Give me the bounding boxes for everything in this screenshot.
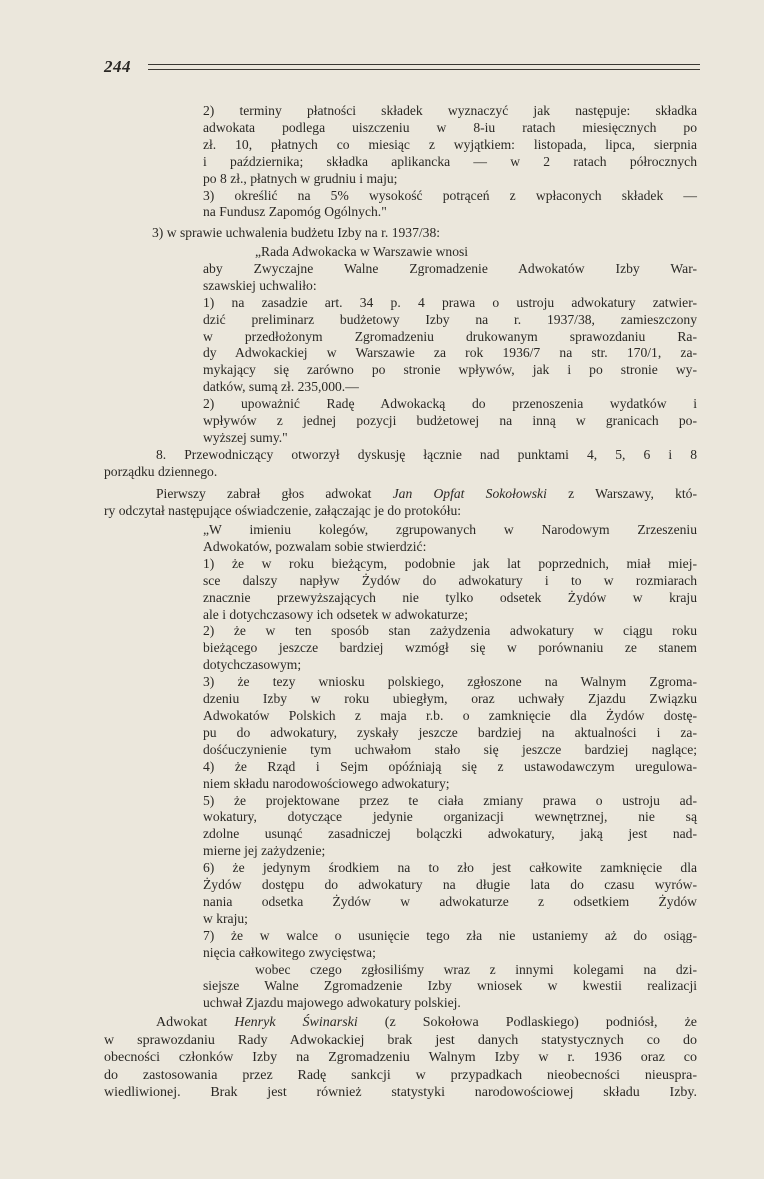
budget-motion-block: [203, 244, 697, 447]
text-line: na Fundusz Zapomóg Ogólnych.": [203, 204, 387, 220]
text-line: 3) że tezy wniosku polskiego, zgłoszone na Walnym Zgroma-: [203, 674, 697, 690]
header-rule-bottom: [148, 69, 700, 70]
text-line: aby Zwyczajne Walne Zgromadzenie Adwokatów Izby War-: [203, 260, 697, 276]
text-line: 2) terminy płatności składek wyznaczyć jak następuje: składka: [203, 103, 697, 118]
text-span: Adwokat: [156, 1015, 235, 1030]
text-line: 8. Przewodniczący otworzył dyskusję łącznie nad punktami 4, 5, 6 i 8: [156, 447, 697, 462]
speaker-name: Henryk Świnarski: [234, 1015, 358, 1030]
text-line: 1) że w roku bieżącym, podobnie jak lat poprzednich, miał miej-: [203, 555, 697, 571]
text-line: bieżącego jeszcze bardziej wzmógł się w porównaniu ze stanem: [203, 640, 697, 656]
text-line: adwokata podlega uiszczeniu w 8-iu ratach miesięcznych po: [203, 119, 697, 135]
text-line: zdolne usunąć zasadniczej bolączki adwokatury, jaką jest nad-: [203, 826, 697, 842]
text-line: 1) na zasadzie art. 34 p. 4 prawa o ustroju adwokatury zatwier-: [203, 294, 697, 310]
text-line: 7) że w walce o usunięcie tego zła nie ustaniemy aż do osiąg-: [203, 927, 697, 943]
text-line: po 8 zł., płatnych w grudniu i maju;: [203, 170, 398, 186]
text-line: dzeniu Izby w roku ubiegłym, oraz uchwały Zjazdu Związku: [203, 691, 697, 707]
text-line: wpływów z jednej pozycji budżetowej na inną w granicach po-: [203, 413, 697, 429]
text-span: (z Sokołowa Podlaskiego) podniósł, że: [357, 1015, 697, 1030]
point-8-block: [104, 447, 697, 481]
text-line: obecności członków Izby na Zgromadzeniu Walnym Izby w r. 1936 oraz co: [104, 1050, 697, 1066]
header-rule-top: [148, 64, 700, 65]
text-line: 3) określić na 5% wysokość potrąceń z wpłaconych składek —: [203, 187, 697, 203]
text-line: 6) że jedynym środkiem na to zło jest całkowite zamknięcie dla: [203, 860, 697, 876]
text-line: 2) upoważnić Radę Adwokacką do przenoszenia wydatków i: [203, 396, 697, 412]
text-line: niem składu narodowościowego adwokatury;: [203, 775, 450, 791]
text-line: dośćuczynienie tym uchwałom stało się jeszcze bardziej naglące;: [203, 741, 697, 757]
text-line: 5) że projektowane przez te ciała zmiany prawa o ustroju ad-: [203, 792, 697, 808]
text-line: siejsze Walne Zgromadzenie Izby wniosek w kwestii realizacji: [203, 978, 697, 994]
text-line: uchwał Zjazdu majowego adwokatury polskiej.: [203, 995, 461, 1011]
text-line: szawskiej uchwaliło:: [203, 277, 317, 293]
text-line: zł. 10, płatnych co miesiąc z wyjątkiem: listopada, lipca, sierpnia: [203, 136, 697, 152]
text-line: Adwokatów Polskich z maja r.b. o zamknięcie dla Żydów dostę-: [203, 707, 697, 723]
text-line: 3) w sprawie uchwalenia budżetu Izby na r. 1937/38:: [152, 225, 441, 240]
speaker-name: Jan Opfat Sokołowski: [392, 486, 547, 501]
text-span: Pierwszy zabrał głos adwokat: [156, 486, 393, 501]
text-line: sce dalszy napływ Żydów do adwokatury i to w rozmiarach: [203, 572, 697, 588]
text-line: dzić preliminarz budżetowy Izby na r. 1937/38, zamieszczony: [203, 311, 697, 327]
text-line: mykający się zarówno po stronie wpływów, jak i po stronie wy-: [203, 362, 697, 378]
text-line: „Rada Adwokacka w Warszawie wnosi: [255, 244, 469, 259]
text-line: wyższej sumy.": [203, 429, 288, 445]
statement-block: [203, 522, 697, 1012]
second-speaker-block: [104, 1014, 697, 1102]
text-line: w przedłożonym Zgromadzeniu drukowanym sprawozdaniu Ra-: [203, 328, 697, 344]
page-header: [104, 57, 700, 79]
text-line: nania odsetka Żydów w adwokaturze z odsetkiem Żydów: [203, 893, 697, 909]
page-number: 244: [104, 57, 131, 76]
text-line: w kraju;: [203, 910, 248, 926]
budget-heading: [152, 225, 672, 242]
text-line: dy Adwokackiej w Warszawie za rok 1936/7 na str. 170/1, za-: [203, 345, 697, 361]
text-line: porządku dziennego.: [104, 463, 218, 479]
text-line: dotychczasowym;: [203, 657, 302, 673]
text-line: ale i dotychczasowy ich odsetek w adwokaturze;: [203, 606, 468, 622]
text-line: nięcia całkowitego zwycięstwa;: [203, 944, 376, 960]
text-line: wiedliwionej. Brak jest również statystyki narodowościowej składu Izby.: [104, 1085, 697, 1101]
text-line: wobec czego zgłosiliśmy wraz z innymi kolegami na dzi-: [255, 961, 697, 977]
text-line: 2) że w ten sposób stan zażydzenia adwokatury w ciągu roku: [203, 623, 697, 639]
motion-points-block: [203, 103, 697, 221]
text-line: „W imieniu kolegów, zgrupowanych w Narodowym Zrzeszeniu: [203, 522, 697, 537]
first-speaker-block: [104, 486, 697, 520]
text-line: wokatury, dotyczące jedynie organizacji wewnętrznej, nie są: [203, 809, 697, 825]
text-line: i października; składka aplikancka — w 2 ratach półrocznych: [203, 153, 697, 169]
text-line: datków, sumą zł. 235,000.—: [203, 379, 359, 395]
text-line: mierne jej zażydzenie;: [203, 843, 326, 859]
text-line: Żydów dostępu do adwokatury na długie lata do czasu wyrów-: [203, 877, 697, 893]
text-span: z Warszawy, któ-: [546, 486, 697, 501]
text-line: 4) że Rząd i Sejm opóźniają się z ustawodawczym uregulowa-: [203, 758, 697, 774]
text-line: znacznie przewyższających nie tylko odsetek Żydów w kraju: [203, 589, 697, 605]
text-line: ry odczytał następujące oświadczenie, załączając je do protokółu:: [104, 502, 462, 518]
text-line: do zastosowania przez Radę sankcji w przypadkach nieobecności nieuspra-: [104, 1067, 697, 1083]
text-line: Adwokatów, pozwalam sobie stwierdzić:: [203, 538, 427, 554]
text-line: pu do adwokatury, zyskały jeszcze bardziej na aktualności i za-: [203, 724, 697, 740]
text-line: w sprawozdaniu Rady Adwokackiej brak jest danych statystycznych co do: [104, 1032, 697, 1048]
